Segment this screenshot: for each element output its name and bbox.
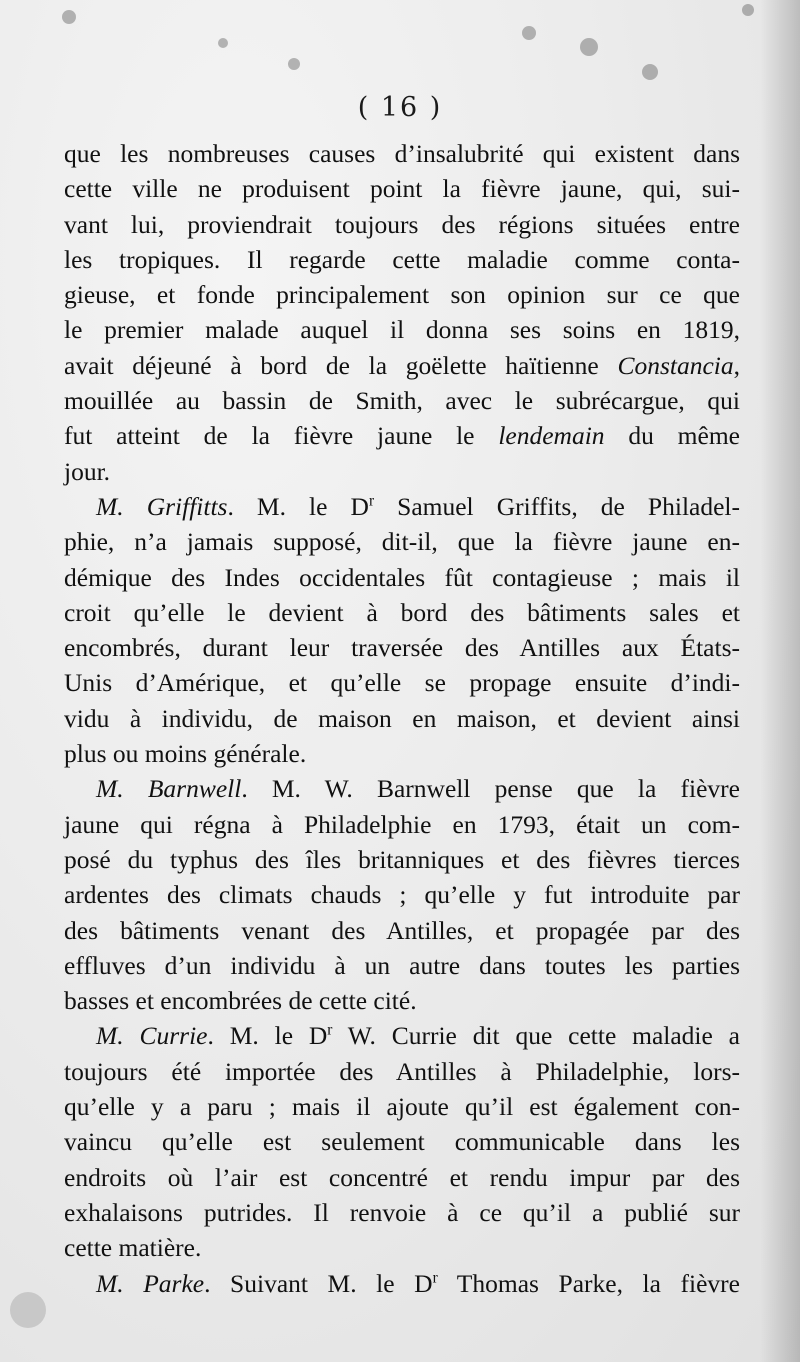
text-run: du même (604, 421, 740, 451)
text-run: . M. W. Barnwell pense que la fièvre (241, 774, 740, 804)
text-line (64, 701, 740, 736)
text-run: phie, n’a jamais supposé, dit-il, que la fièvre jaune en- (64, 527, 740, 557)
superscript: r (368, 492, 375, 510)
text-run: croit qu’elle le devient à bord des bâtiments sales et (64, 597, 740, 627)
text-run: Thomas Parke, la fièvre (437, 1268, 740, 1298)
text-line (64, 1018, 740, 1053)
paper-speck (62, 10, 76, 24)
text-run: fut atteint de la fièvre jaune le (64, 421, 499, 451)
text-run: exhalaisons putrides. Il renvoie à ce qu’il a publié sur (64, 1197, 740, 1227)
text-line (64, 983, 740, 1018)
text-line (64, 1160, 740, 1195)
text-line (64, 454, 740, 489)
text-run: posé du typhus des îles britanniques et des fièvres tierces (64, 844, 740, 874)
italic-name: M. Parke (96, 1268, 205, 1298)
text-line (64, 1195, 740, 1230)
text-run: Unis d’Amérique, et qu’elle se propage ensuite d’indi- (64, 668, 740, 698)
paper-speck (10, 1292, 46, 1328)
italic-name: lendemain (498, 421, 605, 451)
text-run: avait déjeuné à bord de la goëlette haïtienne (64, 350, 618, 380)
text-run: qu’elle y a paru ; mais il ajoute qu’il est également con- (64, 1092, 740, 1122)
text-line (64, 1230, 740, 1265)
text-line (64, 877, 740, 912)
italic-name: M. Griffitts (96, 491, 228, 521)
superscript: r (327, 1021, 333, 1039)
text-line (64, 1054, 740, 1089)
text-run: ardentes des climats chauds ; qu’elle y fut introduite par (64, 880, 740, 910)
text-line (64, 595, 740, 630)
text-run: vaincu qu’elle est seulement communicable dans les (64, 1127, 740, 1157)
text-run: des bâtiments venant des Antilles, et propagée par des (64, 915, 740, 945)
text-line (64, 171, 740, 206)
text-line (64, 560, 740, 595)
text-line (64, 948, 740, 983)
text-line (64, 1089, 740, 1124)
paper-speck (580, 38, 598, 56)
italic-name: M. Barnwell (96, 774, 242, 804)
paper-speck (288, 58, 300, 70)
text-line (64, 1124, 740, 1159)
paper-speck (522, 26, 536, 40)
text-line (64, 207, 740, 242)
text-line (64, 348, 740, 383)
text-run: , (733, 350, 740, 380)
text-line (64, 842, 740, 877)
text-line (64, 489, 740, 524)
italic-name: M. Currie (96, 1021, 208, 1051)
text-run: le premier malade auquel il donna ses soins en 1819, (64, 315, 740, 345)
text-run: démique des Indes occidentales fût contagieuse ; mais il (64, 562, 740, 592)
text-line (64, 242, 740, 277)
italic-name: Constancia (617, 350, 734, 380)
text-run: vant lui, proviendrait toujours des régions situées entre (64, 209, 740, 239)
text-line (64, 630, 740, 665)
text-run: toujours été importée des Antilles à Philadelphie, lors- (64, 1056, 740, 1086)
page-edge-shadow (760, 0, 800, 1362)
text-run: basses et encombrées de cette cité. (64, 986, 417, 1016)
paper-speck (742, 4, 754, 16)
text-run: vidu à individu, de maison en maison, et devient ainsi (64, 703, 740, 733)
text-run: encombrés, durant leur traversée des Antilles aux États- (64, 633, 740, 663)
body-text (64, 136, 740, 1301)
text-run: jaune qui régna à Philadelphie en 1793, était un com- (64, 809, 740, 839)
text-run: jour. (64, 456, 111, 486)
text-run: mouillée au bassin de Smith, avec le subrécargue, qui (64, 386, 740, 416)
text-line (64, 383, 740, 418)
text-line (64, 665, 740, 700)
text-line (64, 1266, 740, 1301)
text-line (64, 524, 740, 559)
paper-speck (642, 64, 658, 80)
text-line (64, 136, 740, 171)
text-run: les tropiques. Il regarde cette maladie comme conta- (64, 244, 740, 274)
page-number: ( 16 ) (357, 92, 443, 123)
text-run: gieuse, et fonde principalement son opinion sur ce que (64, 280, 740, 310)
text-run: . M. le D (207, 1021, 328, 1051)
text-line (64, 736, 740, 771)
text-run: endroits où l’air est concentré et rendu impur par des (64, 1162, 740, 1192)
text-line (64, 312, 740, 347)
text-run: cette ville ne produisent point la fièvre jaune, qui, sui- (64, 174, 740, 204)
paper-speck (218, 38, 228, 48)
text-line (64, 807, 740, 842)
text-run: Samuel Griffits, de Philadel- (374, 491, 740, 521)
text-line (64, 771, 740, 806)
text-run: . M. le D (227, 491, 369, 521)
text-run: . Suivant M. le D (204, 1268, 433, 1298)
text-run: plus ou moins générale. (64, 739, 307, 769)
text-run: effluves d’un individu à un autre dans toutes les parties (64, 950, 740, 980)
text-line (64, 913, 740, 948)
text-run: cette matière. (64, 1233, 202, 1263)
text-line (64, 418, 740, 453)
superscript: r (432, 1269, 438, 1286)
text-run: W. Currie dit que cette maladie a (332, 1021, 741, 1051)
text-run: que les nombreuses causes d’insalubrité qui existent dans (64, 139, 740, 168)
text-line (64, 277, 740, 312)
